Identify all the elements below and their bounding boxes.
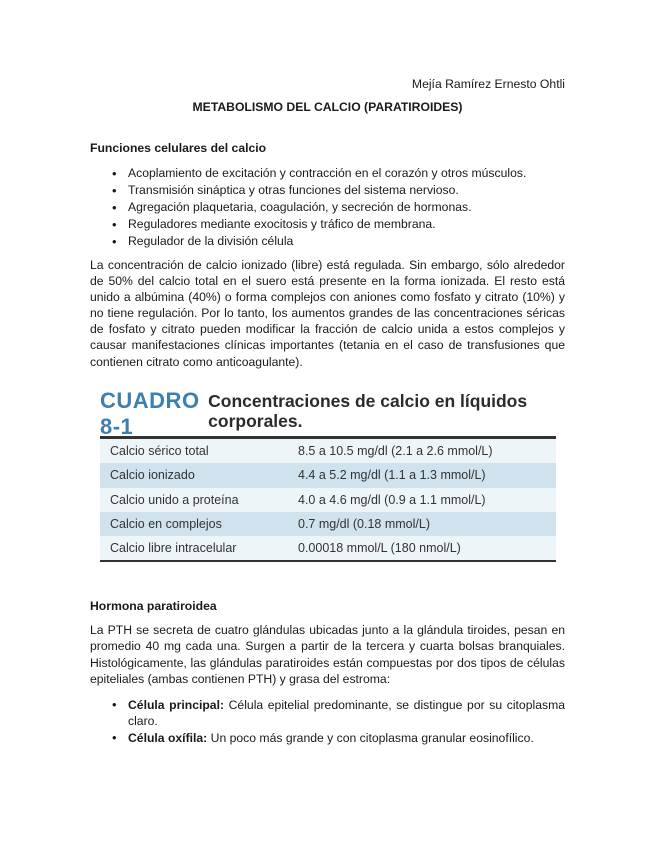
table-row — [100, 439, 556, 463]
row-label: Calcio ionizado — [100, 463, 298, 487]
list-item — [90, 697, 565, 730]
list-item: • Regulador de la división célula — [90, 233, 565, 250]
row-value: 0.7 mg/dl (0.18 mmol/L) — [298, 512, 556, 536]
paragraph-pth: La PTH se secreta de cuatro glándulas ubicadas junto a la glándula tiroides, pesan en promedio 40 mg cada una. Surgen a partir de la tercera y cuarta bolsas branquiales. Histológicamente, las glándulas paratiroides están compuestas por dos tipos de células epiteliales (ambas contienen PTH) y grasa del estroma: — [90, 623, 565, 687]
desc-oxifila: Un poco más grande y con citoplasma granular eosinofílico. — [207, 730, 534, 745]
calcio-table — [100, 439, 556, 560]
row-label: Calcio en complejos — [100, 512, 298, 536]
row-label: Calcio libre intracelular — [100, 536, 298, 560]
row-label: Calcio unido a proteína — [100, 488, 298, 512]
row-value: 4.0 a 4.6 mg/dl (0.9 a 1.1 mmol/L) — [298, 488, 556, 512]
document-title: METABOLISMO DEL CALCIO (PARATIROIDES) — [192, 100, 463, 114]
desc-principal: Célula epitelial predominante, se distingue por su citoplasma claro. — [128, 698, 565, 729]
list-item: • Acoplamiento de excitación y contracción en el corazón y otros músculos. — [90, 165, 565, 182]
list-item: • Reguladores mediante exocitosis y tráfico de membrana. — [90, 216, 565, 233]
table-row — [100, 463, 556, 487]
list-item — [90, 730, 565, 746]
term-principal: Célula principal: — [128, 698, 225, 712]
table-row — [100, 512, 556, 536]
term-oxifila: Célula oxífila: — [128, 730, 208, 745]
table-row — [100, 536, 556, 560]
section-heading-pth: Hormona paratiroidea — [90, 599, 217, 613]
list-item: • Agregación plaquetaria, coagulación, y secreción de hormonas. — [90, 199, 565, 216]
paragraph-calcio-ionizado: La concentración de calcio ionizado (libre) está regulada. Sin embargo, sólo alrededor de 50% del calcio total en el suero está presente en la forma ionizada. El resto está unido a albúmina (40%) o forma complejos con aniones como fosfato y citrato (10%) y no tiene regulación. Por lo tanto, los aumentos grandes de las concentraciones séricas de fosfato y citrato pueden modificar la fracción de calcio unida a estos complejos y causar manifestaciones clínicas importantes (tetania en el caso de transfusiones que contienen citrato como anticoagulante). — [90, 258, 565, 369]
row-value: 4.4 a 5.2 mg/dl (1.1 a 1.3 mmol/L) — [298, 463, 556, 487]
cuadro-title: Concentraciones de calcio en líquidos corporales. — [208, 391, 528, 431]
cuadro-number: CUADRO 8-1 — [100, 388, 200, 439]
row-label: Calcio sérico total — [100, 439, 298, 463]
cuadro-header — [100, 388, 556, 439]
row-value: 0.00018 mmol/L (180 nmol/L) — [298, 536, 556, 560]
list-item: • Transmisión sináptica y otras funciones del sistema nervioso. — [90, 182, 565, 199]
celulas-list — [90, 697, 565, 746]
cuadro-8-1-figure — [100, 388, 556, 562]
section-heading-funciones: Funciones celulares del calcio — [90, 141, 267, 155]
author-name: Mejía Ramírez Ernesto Ohtli — [411, 77, 565, 91]
row-value: 8.5 a 10.5 mg/dl (2.1 a 2.6 mmol/L) — [298, 439, 556, 463]
table-bottom-rule — [100, 560, 556, 562]
table-row — [100, 488, 556, 512]
funciones-list — [90, 165, 565, 250]
